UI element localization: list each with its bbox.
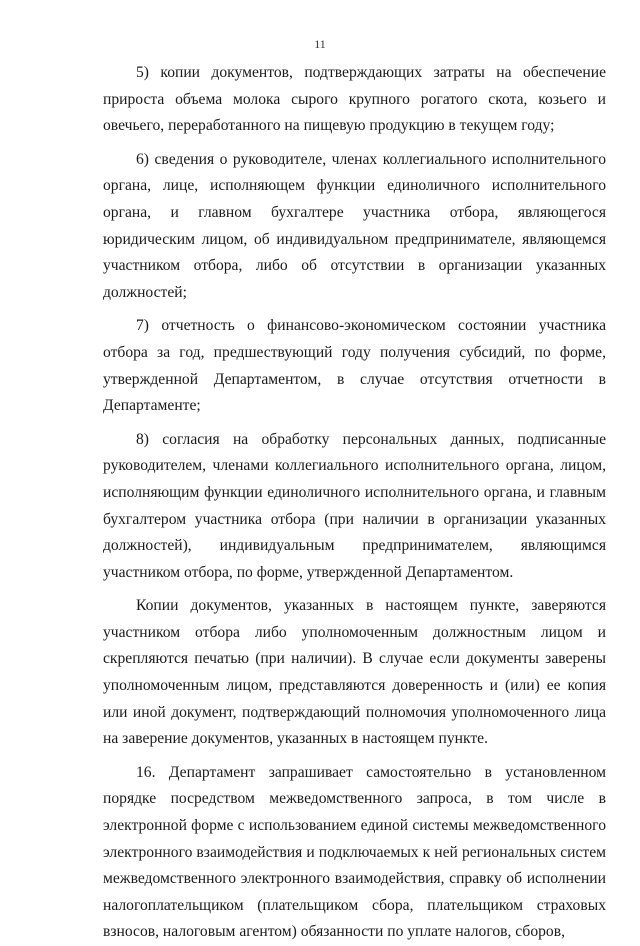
paragraph-item-8: 8) согласия на обработку персональных данных, подписанные руководителем, членами коллегиального исполнительного органа, лицом, исполняющим функции единоличного исполнительного органа, и главным бухгалтером участника отбора (при наличии в организации указанных должностей), индивидуальным предпринимателем, являющимся участником отбора, по форме, утвержденной Департаментом. xyxy=(103,430,606,581)
paragraph-clause-16: 16. Департамент запрашивает самостоятельно в установленном порядке посредством межведомственного запроса, в том числе в электронной форме с использованием единой системы межведомственного электронного взаимодействия и подключаемых к ней региональных систем межведомственного электронного взаимодействия, справку об исполнении налогоплательщиком (плательщиком сбора, плательщиком страховых взносов, налоговым агентом) обязанности по уплате налогов, сборов, xyxy=(103,763,606,941)
paragraph-item-7: 7) отчетность о финансово-экономическом состоянии участника отбора за год, предшествующий году получения субсидий, по форме, утвержденной Департаментом, в случае отсутствия отчетности в Департаменте; xyxy=(103,317,606,415)
page-number: 11 xyxy=(314,37,326,51)
document-body xyxy=(103,60,606,946)
paragraph-item-6: 6) сведения о руководителе, членах коллегиального исполнительного органа, лице, исполняющем функции единоличного исполнительного органа, и главном бухгалтере участника отбора, являющегося юридическим лицом, об индивидуальном предпринимателе, являющемся участником отбора, либо об отсутствии в организации указанных должностей; xyxy=(103,150,606,301)
paragraph-item-5: 5) копии документов, подтверждающих затраты на обеспечение прироста объема молока сырого крупного рогатого скота, козьего и овечьего, переработанного на пищевую продукцию в текущем году; xyxy=(103,64,606,135)
paragraph-copies-certification: Копии документов, указанных в настоящем пункте, заверяются участником отбора либо уполномоченным должностным лицом и скрепляются печатью (при наличии). В случае если документы заверены уполномоченным лицом, представляются доверенность и (или) ее копия или иной документ, подтверждающий полномочия уполномоченного лица на заверение документов, указанных в настоящем пункте. xyxy=(103,597,606,748)
